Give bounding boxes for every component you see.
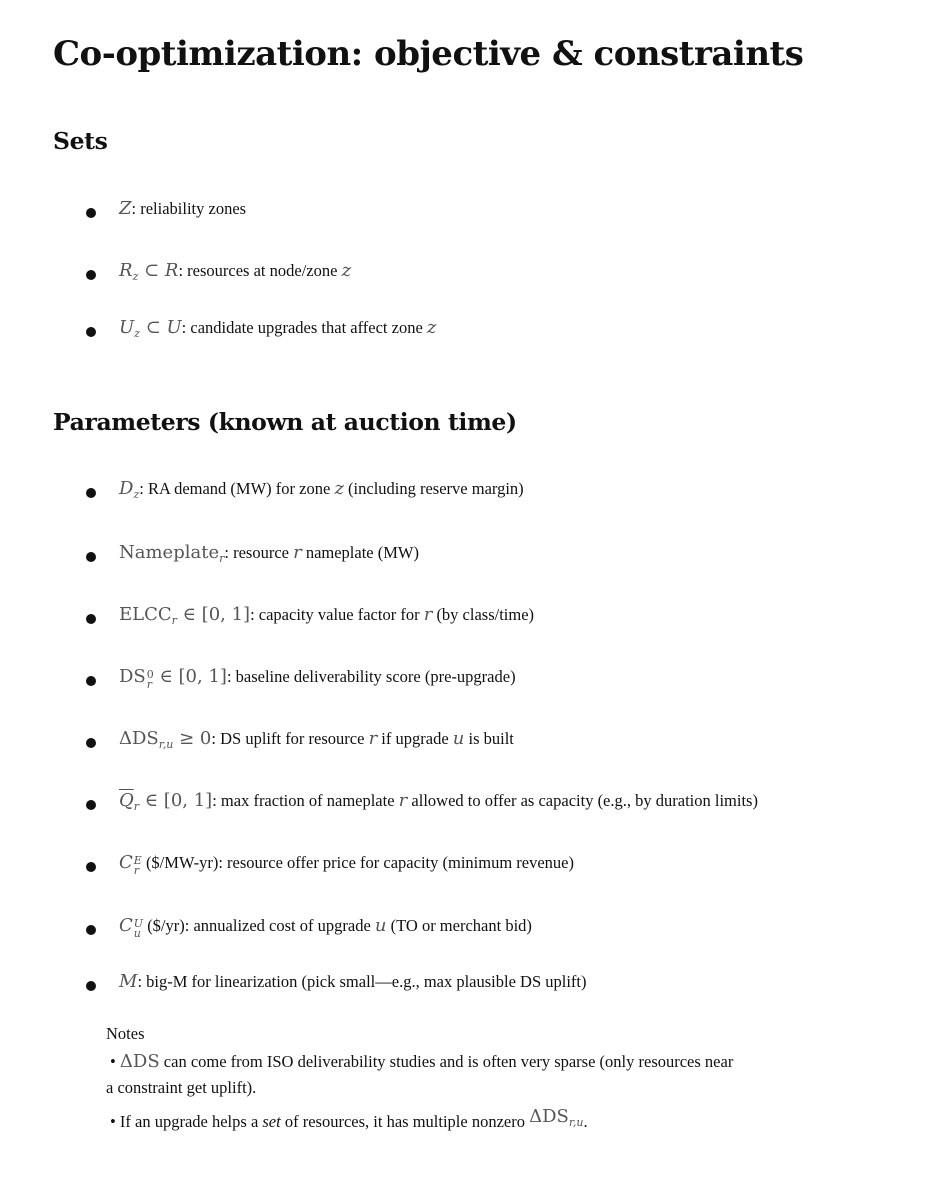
param-item-line: C U u ($/yr): annualized cost of upgrade u (TO or merchant bid) xyxy=(119,915,532,940)
note-item-1: • ΔDS can come from ISO deliverability studies and is often very sparse (only resources near xyxy=(110,1051,734,1072)
note-item-1-continued: a constraint get uplift). xyxy=(106,1078,257,1097)
param-item-ds-baseline xyxy=(0,666,948,696)
param-item-line: $\overline{Q}_r$ ∈ [0, 1]: max fraction of nameplate r allowed to offer as capacity (e.g., by duration limits) xyxy=(119,790,758,813)
set-item-line: $U_z$ ⊂ U: candidate upgrades that affect zone z xyxy=(119,317,437,340)
notes-label: Notes xyxy=(106,1024,145,1043)
param-item-line: Nameplate$_r$: resource r nameplate (MW) xyxy=(119,542,419,565)
set-item-line: $R_z$ ⊂ R: resources at node/zone z xyxy=(119,260,352,283)
bullet-icon xyxy=(86,925,96,935)
parameters-heading: Parameters (known at auction time) xyxy=(53,408,517,436)
bullet-icon xyxy=(86,488,96,498)
bullet-icon xyxy=(86,981,96,991)
bullet-icon xyxy=(86,614,96,624)
bullet-icon xyxy=(86,862,96,872)
bullet-icon xyxy=(86,208,96,218)
param-item-line: C E r ($/MW-yr): resource offer price for capacity (minimum revenue) xyxy=(119,852,574,877)
param-item-big-m xyxy=(0,971,948,1001)
bullet-icon xyxy=(86,738,96,748)
param-item-nameplate xyxy=(0,542,948,572)
set-item-line: Z: reliability zones xyxy=(119,198,247,219)
param-item-offer-price xyxy=(0,852,948,882)
param-item-line: $D_z$: RA demand (MW) for zone z (including reserve margin) xyxy=(119,478,524,501)
param-item-elcc xyxy=(0,604,948,634)
bullet-icon xyxy=(86,270,96,280)
param-item-upgrade-cost xyxy=(0,915,948,945)
param-item-demand xyxy=(0,478,948,508)
set-item-zones xyxy=(0,198,948,228)
note-item-2: • If an upgrade helps a set of resources, it has multiple nonzero $\Delta DS_{r,u}$. xyxy=(110,1106,588,1131)
param-item-qbar xyxy=(0,790,948,820)
param-item-line: M: big-M for linearization (pick small—e.g., max plausible DS uplift) xyxy=(119,971,587,992)
set-item-upgrades xyxy=(0,317,948,347)
bullet-icon xyxy=(86,327,96,337)
param-item-line: DS 0 r ∈ [0, 1]: baseline deliverability score (pre-upgrade) xyxy=(119,666,516,691)
bullet-icon xyxy=(86,800,96,810)
bullet-icon xyxy=(86,552,96,562)
page-title: Co-optimization: objective & constraints xyxy=(53,34,804,74)
param-item-line: $\Delta DS_{r,u} \ge 0$: DS uplift for resource r if upgrade u is built xyxy=(119,728,514,751)
param-item-ds-uplift xyxy=(0,728,948,758)
bullet-icon xyxy=(86,676,96,686)
param-item-line: $ELCC_r$ ∈ [0, 1]: capacity value factor for r (by class/time) xyxy=(119,604,535,627)
sets-heading: Sets xyxy=(53,127,108,155)
set-item-resources xyxy=(0,260,948,290)
